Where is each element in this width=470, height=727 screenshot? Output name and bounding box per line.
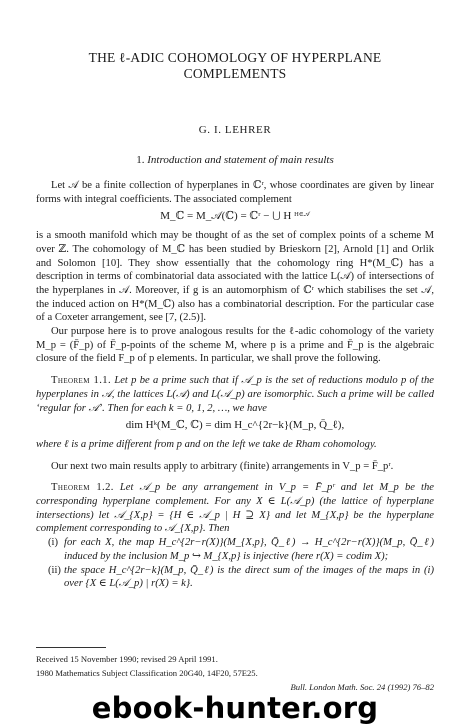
paragraph-cohomology: is a smooth manifold which may be thought of as the set of complex points of a scheme M over ℤ. The cohomology of M_ℂ has been studied by Brieskorn [2], Arnold [1] and Orlik and Solomon [10]. They show essentially that the cohomology ring H*(M_ℂ) has a description in terms of combinatorial data associated with the lattice L(𝒜) of intersections of the hyperplanes in 𝒜. Moreover, if g is an automorphism of ℂʳ which stabilises the set 𝒜, the induced action on H*(M_ℂ) also has a combinatorial description. For the particular case of a Coxeter arrangement, see [7, (2.5)]. <box>36 230 434 324</box>
section-heading <box>0 154 470 166</box>
theorem-1-2-text: Let 𝒜_p be any arrangement in V_p = F̄_pʳ and let M_p be the corresponding hyperplane complement. For any X ∈ L(𝒜_p) (the lattice of hyperplane intersections) let 𝒜_{X,p} = {H ∈ 𝒜_p | H ⊇ X} and let M_{X,p} be the hyperplane complement corresponding to 𝒜_{X,p}. Then <box>36 482 434 535</box>
title-line-2: COMPLEMENTS <box>183 66 287 81</box>
paragraph-purpose: Our purpose here is to prove analogous results for the ℓ-adic cohomology of the variety M_p = (F̄_p) of F̄_p-points of the scheme M, where p is a prime and F̄_p is the algebraic closure of the field F_p of p elements. In particular, we shall prove the following. <box>36 326 434 365</box>
display-equation-dimension: dim Hᵏ(M_ℂ, ℂ) = dim H_c^{2r−k}(M_p, Q̄_ℓ), <box>125 419 345 432</box>
title-line-1: THE ℓ-ADIC COHOMOLOGY OF HYPERPLANE <box>88 50 382 65</box>
item-text: for each X, the map H_c^{2r−r(X)}(M_{X,p}, Q̄_ℓ) → H_c^{2r−r(X)}(M_p, Q̄_ℓ) induced by the inclusion M_p ↪ M_{X,p} is injective (here r(X) = codim X); <box>64 537 434 562</box>
watermark-logo: ebook-hunter.org <box>91 691 379 725</box>
list-item <box>36 536 434 563</box>
section-title: Introduction and statement of main results <box>147 154 334 166</box>
theorem-1-2 <box>36 481 434 536</box>
theorem-1-1-label: Theorem 1.1. <box>51 375 112 387</box>
footnote-received: Received 15 November 1990; revised 29 April 1991. <box>36 654 218 664</box>
union-index: H∈𝒜 <box>294 211 310 219</box>
theorem-1-1-text: Let p be a prime such that if 𝒜_p is the set of reductions modulo p of the hyperplanes in 𝒜, the lattices L(𝒜) and L(𝒜_p) are isomorphic. Such a prime will be called ‘regular for 𝒜’. Then for each k = 0, 1, 2, …, we have <box>36 375 434 414</box>
display-equation-complement <box>36 210 434 224</box>
paragraph-intro: Let 𝒜 be a finite collection of hyperplanes in ℂʳ, whose coordinates are given by linear forms with integral coefficients. The associated complement <box>36 180 434 205</box>
item-label: (ii) <box>48 564 61 576</box>
list-item <box>36 564 434 591</box>
theorem-1-2-items <box>36 536 434 591</box>
section-number: 1. <box>136 154 145 166</box>
journal-citation: Bull. London Math. Soc. 24 (1992) 76–82 <box>290 682 434 692</box>
item-label: (i) <box>48 537 58 549</box>
theorem-1-1 <box>36 374 434 415</box>
item-text: the space H_c^{2r−k}(M_p, Q̄_ℓ) is the direct sum of the images of the maps in (i) over {X ∈ L(𝒜_p) | r(X) = k}. <box>64 564 434 590</box>
theorem-1-2-label: Theorem 1.2. <box>51 482 114 494</box>
paper-title <box>40 50 430 82</box>
author-name: G. I. LEHRER <box>198 124 272 136</box>
paper-body <box>36 179 434 591</box>
equation-text: M_ℂ = M_𝒜(ℂ) = ℂʳ − ⋃ H <box>160 210 292 223</box>
theorem-1-1-tail: where ℓ is a prime different from p and on the left we take de Rham cohomology. <box>36 438 377 450</box>
footnote-divider <box>36 647 106 648</box>
paragraph-next-results: Our next two main results apply to arbitrary (finite) arrangements in V_p = F̄_pʳ. <box>51 460 394 472</box>
footnote-msc: 1980 Mathematics Subject Classification 20G40, 14F20, 57E25. <box>36 668 258 678</box>
